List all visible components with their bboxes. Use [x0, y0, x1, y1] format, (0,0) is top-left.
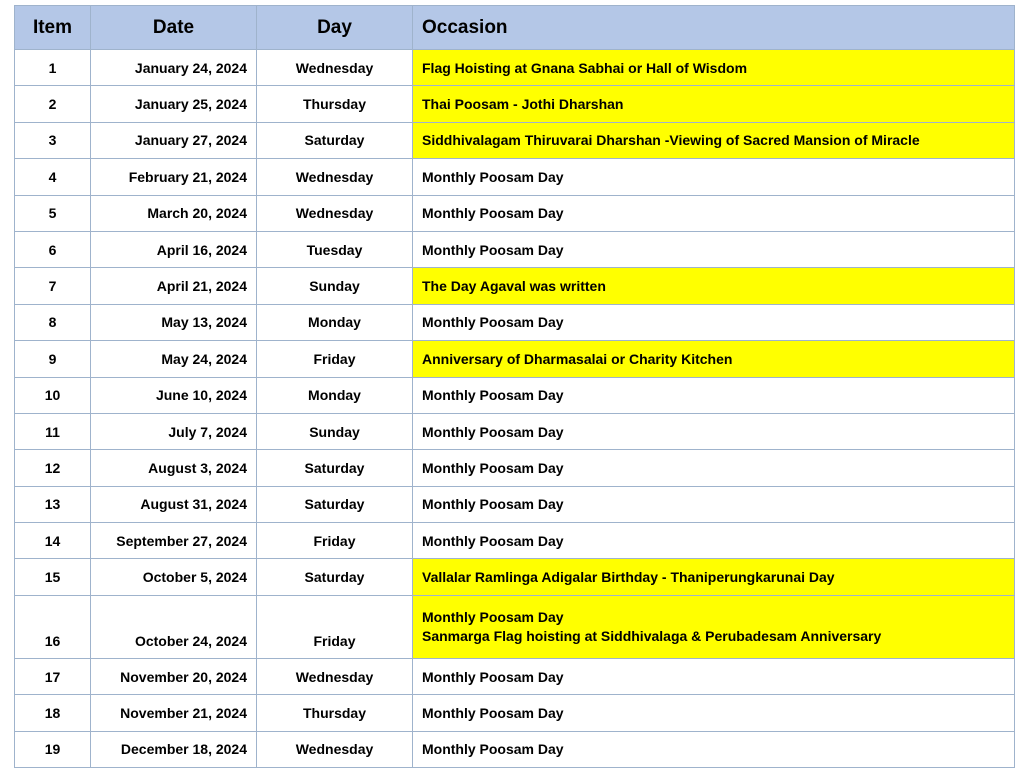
occasion-line: Monthly Poosam Day	[422, 241, 564, 258]
header-day: Day	[257, 6, 413, 50]
table-row	[15, 695, 1015, 731]
cell-date: February 21, 2024	[91, 159, 257, 195]
cell-item: 6	[15, 231, 91, 267]
cell-date: July 7, 2024	[91, 413, 257, 449]
cell-item: 11	[15, 413, 91, 449]
cell-date: March 20, 2024	[91, 195, 257, 231]
cell-occasion	[413, 341, 1015, 377]
cell-item: 3	[15, 122, 91, 158]
cell-date: August 31, 2024	[91, 486, 257, 522]
table-row	[15, 731, 1015, 767]
table-row	[15, 450, 1015, 486]
cell-date: November 21, 2024	[91, 695, 257, 731]
cell-occasion	[413, 559, 1015, 595]
cell-item: 14	[15, 523, 91, 559]
table-row	[15, 559, 1015, 595]
cell-occasion	[413, 658, 1015, 694]
occasion-line: Monthly Poosam Day	[422, 314, 564, 331]
cell-date: May 13, 2024	[91, 304, 257, 340]
cell-date: January 25, 2024	[91, 86, 257, 122]
cell-day: Thursday	[257, 86, 413, 122]
cell-occasion	[413, 486, 1015, 522]
cell-date: November 20, 2024	[91, 658, 257, 694]
table-row	[15, 595, 1015, 658]
occasion-line: Monthly Poosam Day	[422, 423, 564, 440]
cell-item: 13	[15, 486, 91, 522]
table-row	[15, 486, 1015, 522]
cell-occasion	[413, 695, 1015, 731]
occasion-line: Sanmarga Flag hoisting at Siddhivalaga & Perubadesam Anniversary	[422, 627, 882, 644]
header-row	[15, 6, 1015, 50]
occasion-line: Anniversary of Dharmasalai or Charity Kitchen	[422, 350, 733, 367]
occasion-line: Monthly Poosam Day	[422, 496, 564, 513]
header-item: Item	[15, 6, 91, 50]
cell-day: Thursday	[257, 695, 413, 731]
cell-day: Sunday	[257, 268, 413, 304]
occasion-line: Monthly Poosam Day	[422, 704, 564, 721]
cell-occasion	[413, 195, 1015, 231]
cell-date: October 24, 2024	[91, 595, 257, 658]
cell-date: May 24, 2024	[91, 341, 257, 377]
cell-date: September 27, 2024	[91, 523, 257, 559]
table-row	[15, 122, 1015, 158]
cell-occasion	[413, 523, 1015, 559]
cell-day: Sunday	[257, 413, 413, 449]
cell-date: January 24, 2024	[91, 50, 257, 86]
occasion-line: Monthly Poosam Day	[422, 168, 564, 185]
cell-date: April 16, 2024	[91, 231, 257, 267]
cell-date: June 10, 2024	[91, 377, 257, 413]
cell-day: Wednesday	[257, 731, 413, 767]
cell-occasion	[413, 413, 1015, 449]
cell-occasion	[413, 450, 1015, 486]
cell-day: Saturday	[257, 559, 413, 595]
cell-day: Wednesday	[257, 159, 413, 195]
cell-occasion	[413, 231, 1015, 267]
cell-item: 12	[15, 450, 91, 486]
cell-day: Wednesday	[257, 658, 413, 694]
cell-item: 15	[15, 559, 91, 595]
cell-day: Saturday	[257, 450, 413, 486]
cell-date: April 21, 2024	[91, 268, 257, 304]
cell-occasion	[413, 304, 1015, 340]
occasion-line: Monthly Poosam Day	[422, 205, 564, 222]
cell-item: 10	[15, 377, 91, 413]
occasion-line: Monthly Poosam Day	[422, 608, 564, 625]
table-row	[15, 268, 1015, 304]
cell-item: 8	[15, 304, 91, 340]
occasion-line: Siddhivalagam Thiruvarai Dharshan -Viewing of Sacred Mansion of Miracle	[422, 132, 920, 149]
occasion-line: Vallalar Ramlinga Adigalar Birthday - Thaniperungkarunai Day	[422, 569, 835, 586]
cell-day: Monday	[257, 304, 413, 340]
cell-occasion	[413, 731, 1015, 767]
cell-occasion	[413, 377, 1015, 413]
cell-item: 4	[15, 159, 91, 195]
occasion-line: Monthly Poosam Day	[422, 459, 564, 476]
cell-day: Friday	[257, 595, 413, 658]
table-row	[15, 86, 1015, 122]
cell-item: 2	[15, 86, 91, 122]
table-row	[15, 413, 1015, 449]
schedule-table	[14, 5, 1015, 768]
cell-day: Wednesday	[257, 195, 413, 231]
occasion-line: Monthly Poosam Day	[422, 741, 564, 758]
cell-day: Tuesday	[257, 231, 413, 267]
occasion-line: The Day Agaval was written	[422, 278, 606, 295]
cell-item: 18	[15, 695, 91, 731]
table-row	[15, 523, 1015, 559]
cell-day: Saturday	[257, 122, 413, 158]
cell-date: August 3, 2024	[91, 450, 257, 486]
occasion-line: Thai Poosam - Jothi Dharshan	[422, 96, 624, 113]
cell-item: 19	[15, 731, 91, 767]
table-row	[15, 50, 1015, 86]
cell-occasion	[413, 268, 1015, 304]
occasion-line: Monthly Poosam Day	[422, 668, 564, 685]
cell-day: Wednesday	[257, 50, 413, 86]
cell-occasion	[413, 159, 1015, 195]
cell-item: 5	[15, 195, 91, 231]
table-row	[15, 341, 1015, 377]
header-occasion: Occasion	[413, 6, 1015, 50]
cell-date: October 5, 2024	[91, 559, 257, 595]
cell-day: Monday	[257, 377, 413, 413]
cell-item: 1	[15, 50, 91, 86]
cell-occasion	[413, 122, 1015, 158]
cell-day: Saturday	[257, 486, 413, 522]
occasion-line: Monthly Poosam Day	[422, 387, 564, 404]
occasion-line: Monthly Poosam Day	[422, 532, 564, 549]
schedule-table-wrapper	[14, 5, 1015, 768]
occasion-line: Flag Hoisting at Gnana Sabhai or Hall of Wisdom	[422, 59, 748, 76]
cell-item: 9	[15, 341, 91, 377]
cell-day: Friday	[257, 341, 413, 377]
cell-occasion	[413, 595, 1015, 658]
cell-day: Friday	[257, 523, 413, 559]
cell-date: December 18, 2024	[91, 731, 257, 767]
cell-occasion	[413, 50, 1015, 86]
table-row	[15, 377, 1015, 413]
cell-item: 16	[15, 595, 91, 658]
table-row	[15, 195, 1015, 231]
table-row	[15, 159, 1015, 195]
table-row	[15, 658, 1015, 694]
cell-item: 7	[15, 268, 91, 304]
cell-occasion	[413, 86, 1015, 122]
cell-date: January 27, 2024	[91, 122, 257, 158]
table-row	[15, 304, 1015, 340]
table-row	[15, 231, 1015, 267]
header-date: Date	[91, 6, 257, 50]
cell-item: 17	[15, 658, 91, 694]
